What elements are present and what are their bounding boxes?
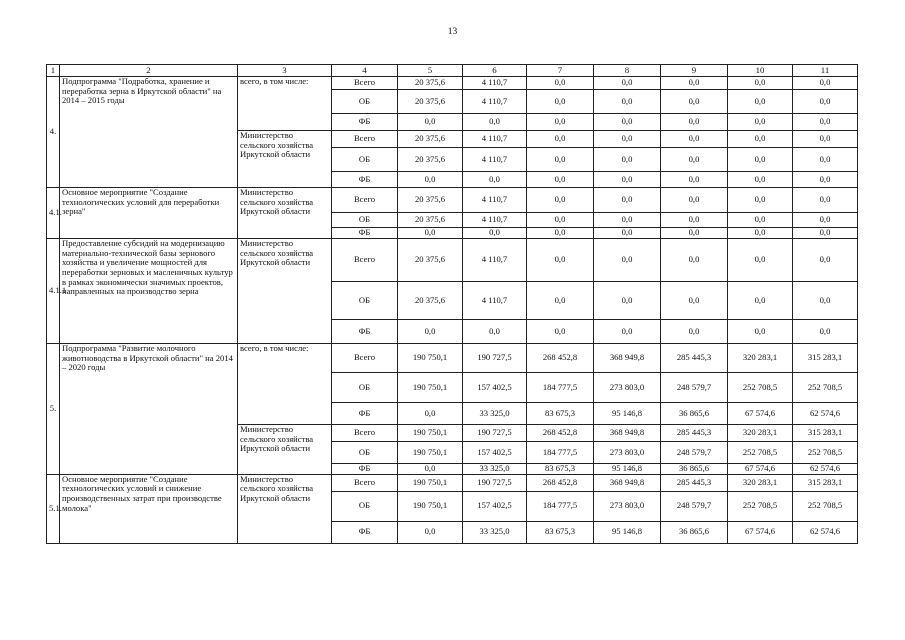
budget-type: Всего xyxy=(332,425,398,442)
header-row xyxy=(47,65,858,77)
amount-cell: 273 803,0 xyxy=(594,442,661,464)
amount-cell: 157 402,5 xyxy=(463,373,527,403)
amount-cell: 83 675,3 xyxy=(527,521,594,543)
amount-cell: 0,0 xyxy=(661,77,728,90)
amount-cell: 83 675,3 xyxy=(527,464,594,475)
amount-cell: 0,0 xyxy=(793,131,858,148)
amount-cell: 252 708,5 xyxy=(728,373,793,403)
amount-cell: 33 325,0 xyxy=(463,521,527,543)
amount-cell: 0,0 xyxy=(398,114,463,131)
amount-cell: 0,0 xyxy=(661,90,728,114)
amount-cell: 268 452,8 xyxy=(527,425,594,442)
amount-cell: 0,0 xyxy=(728,114,793,131)
budget-type: ОБ xyxy=(332,373,398,403)
amount-cell: 0,0 xyxy=(728,188,793,213)
amount-cell: 268 452,8 xyxy=(527,474,594,491)
amount-cell: 190 750,1 xyxy=(398,344,463,373)
amount-cell: 0,0 xyxy=(398,172,463,188)
amount-cell: 190 750,1 xyxy=(398,491,463,521)
row-name: Предоставление субсидий на модернизацию материально-технической базы зернового хозяйства и увеличение мощностей для переработки зерновых и масленичных культур в рамках экономически значимых проектов, направленных на производство зерна xyxy=(60,239,238,344)
amount-cell: 0,0 xyxy=(527,320,594,344)
amount-cell: 4 110,7 xyxy=(463,282,527,320)
amount-cell: 0,0 xyxy=(728,77,793,90)
amount-cell: 0,0 xyxy=(594,148,661,172)
budget-type: ОБ xyxy=(332,148,398,172)
amount-cell: 20 375,6 xyxy=(398,90,463,114)
amount-cell: 0,0 xyxy=(594,90,661,114)
amount-cell: 67 574,6 xyxy=(728,464,793,475)
table-row xyxy=(47,344,858,373)
amount-cell: 0,0 xyxy=(527,282,594,320)
amount-cell: 0,0 xyxy=(793,282,858,320)
budget-type: ФБ xyxy=(332,521,398,543)
amount-cell: 0,0 xyxy=(728,131,793,148)
amount-cell: 83 675,3 xyxy=(527,403,594,425)
column-number-10: 10 xyxy=(728,65,793,77)
amount-cell: 315 283,1 xyxy=(793,344,858,373)
column-number-2: 2 xyxy=(60,65,238,77)
amount-cell: 33 325,0 xyxy=(463,464,527,475)
amount-cell: 20 375,6 xyxy=(398,282,463,320)
amount-cell: 184 777,5 xyxy=(527,373,594,403)
amount-cell: 252 708,5 xyxy=(728,442,793,464)
amount-cell: 0,0 xyxy=(793,90,858,114)
budget-type: ОБ xyxy=(332,282,398,320)
amount-cell: 248 579,7 xyxy=(661,442,728,464)
table-row xyxy=(47,474,858,491)
budget-type: Всего xyxy=(332,474,398,491)
amount-cell: 4 110,7 xyxy=(463,131,527,148)
amount-cell: 0,0 xyxy=(728,320,793,344)
amount-cell: 190 750,1 xyxy=(398,425,463,442)
amount-cell: 0,0 xyxy=(661,239,728,282)
amount-cell: 0,0 xyxy=(398,228,463,239)
amount-cell: 190 727,5 xyxy=(463,425,527,442)
column-number-3: 3 xyxy=(238,65,332,77)
page-number: 13 xyxy=(447,27,458,37)
amount-cell: 0,0 xyxy=(594,228,661,239)
amount-cell: 252 708,5 xyxy=(728,491,793,521)
amount-cell: 0,0 xyxy=(793,213,858,228)
amount-cell: 0,0 xyxy=(594,172,661,188)
table-row xyxy=(47,188,858,213)
amount-cell: 368 949,8 xyxy=(594,474,661,491)
amount-cell: 190 750,1 xyxy=(398,373,463,403)
column-number-4: 4 xyxy=(332,65,398,77)
amount-cell: 320 283,1 xyxy=(728,474,793,491)
amount-cell: 0,0 xyxy=(793,320,858,344)
amount-cell: 285 445,3 xyxy=(661,344,728,373)
amount-cell: 95 146,8 xyxy=(594,464,661,475)
row-executor: всего, в том числе: xyxy=(238,77,332,131)
budget-type: Всего xyxy=(332,131,398,148)
budget-type: ОБ xyxy=(332,491,398,521)
amount-cell: 0,0 xyxy=(527,213,594,228)
amount-cell: 0,0 xyxy=(527,188,594,213)
row-code: 4.1. xyxy=(47,188,60,239)
budget-type: ФБ xyxy=(332,228,398,239)
budget-type: Всего xyxy=(332,188,398,213)
budget-type: ОБ xyxy=(332,442,398,464)
column-number-6: 6 xyxy=(463,65,527,77)
row-code: 4.1.1. xyxy=(47,239,60,344)
amount-cell: 0,0 xyxy=(728,239,793,282)
amount-cell: 0,0 xyxy=(661,228,728,239)
amount-cell: 0,0 xyxy=(793,148,858,172)
budget-type: ФБ xyxy=(332,403,398,425)
amount-cell: 0,0 xyxy=(527,239,594,282)
amount-cell: 0,0 xyxy=(793,114,858,131)
amount-cell: 62 574,6 xyxy=(793,464,858,475)
amount-cell: 4 110,7 xyxy=(463,77,527,90)
amount-cell: 0,0 xyxy=(728,228,793,239)
amount-cell: 190 727,5 xyxy=(463,344,527,373)
amount-cell: 315 283,1 xyxy=(793,425,858,442)
amount-cell: 36 865,6 xyxy=(661,521,728,543)
amount-cell: 62 574,6 xyxy=(793,403,858,425)
amount-cell: 315 283,1 xyxy=(793,474,858,491)
amount-cell: 320 283,1 xyxy=(728,425,793,442)
row-executor: Министерство сельского хозяйства Иркутской области xyxy=(238,188,332,239)
amount-cell: 95 146,8 xyxy=(594,521,661,543)
financing-table xyxy=(46,64,858,544)
amount-cell: 4 110,7 xyxy=(463,213,527,228)
column-number-8: 8 xyxy=(594,65,661,77)
amount-cell: 4 110,7 xyxy=(463,239,527,282)
amount-cell: 368 949,8 xyxy=(594,425,661,442)
amount-cell: 0,0 xyxy=(527,228,594,239)
amount-cell: 190 750,1 xyxy=(398,474,463,491)
amount-cell: 33 325,0 xyxy=(463,403,527,425)
budget-type: ОБ xyxy=(332,90,398,114)
amount-cell: 0,0 xyxy=(594,282,661,320)
amount-cell: 0,0 xyxy=(527,114,594,131)
row-executor: Министерство сельского хозяйства Иркутской области xyxy=(238,474,332,543)
row-executor: Министерство сельского хозяйства Иркутской области xyxy=(238,425,332,475)
column-number-7: 7 xyxy=(527,65,594,77)
amount-cell: 157 402,5 xyxy=(463,491,527,521)
amount-cell: 0,0 xyxy=(594,213,661,228)
amount-cell: 0,0 xyxy=(594,77,661,90)
row-name: Основное мероприятие "Создание технологических условий для переработки зерна" xyxy=(60,188,238,239)
amount-cell: 0,0 xyxy=(661,148,728,172)
amount-cell: 0,0 xyxy=(594,188,661,213)
amount-cell: 248 579,7 xyxy=(661,373,728,403)
amount-cell: 0,0 xyxy=(594,114,661,131)
amount-cell: 0,0 xyxy=(594,320,661,344)
amount-cell: 368 949,8 xyxy=(594,344,661,373)
amount-cell: 20 375,6 xyxy=(398,148,463,172)
amount-cell: 190 750,1 xyxy=(398,442,463,464)
amount-cell: 320 283,1 xyxy=(728,344,793,373)
amount-cell: 0,0 xyxy=(463,228,527,239)
amount-cell: 285 445,3 xyxy=(661,474,728,491)
amount-cell: 0,0 xyxy=(398,464,463,475)
amount-cell: 273 803,0 xyxy=(594,491,661,521)
amount-cell: 0,0 xyxy=(463,114,527,131)
amount-cell: 0,0 xyxy=(527,77,594,90)
row-name: Подпрограмма "Подработка, хранение и переработка зерна в Иркутской области" на 2014 – 2015 годы xyxy=(60,77,238,188)
amount-cell: 0,0 xyxy=(793,188,858,213)
amount-cell: 0,0 xyxy=(527,148,594,172)
amount-cell: 20 375,6 xyxy=(398,213,463,228)
amount-cell: 20 375,6 xyxy=(398,77,463,90)
amount-cell: 0,0 xyxy=(661,172,728,188)
row-name: Подпрограмма "Развитие молочного животноводства в Иркутской области" на 2014 – 2020 годы xyxy=(60,344,238,475)
amount-cell: 157 402,5 xyxy=(463,442,527,464)
amount-cell: 36 865,6 xyxy=(661,403,728,425)
column-number-9: 9 xyxy=(661,65,728,77)
amount-cell: 0,0 xyxy=(527,172,594,188)
amount-cell: 248 579,7 xyxy=(661,491,728,521)
row-executor: Министерство сельского хозяйства Иркутской области xyxy=(238,239,332,344)
amount-cell: 285 445,3 xyxy=(661,425,728,442)
amount-cell: 0,0 xyxy=(463,320,527,344)
budget-type: ОБ xyxy=(332,213,398,228)
amount-cell: 0,0 xyxy=(594,239,661,282)
amount-cell: 0,0 xyxy=(793,172,858,188)
amount-cell: 20 375,6 xyxy=(398,131,463,148)
amount-cell: 0,0 xyxy=(728,213,793,228)
amount-cell: 0,0 xyxy=(728,282,793,320)
row-executor: Министерство сельского хозяйства Иркутской области xyxy=(238,131,332,188)
table-row xyxy=(47,239,858,282)
column-number-1: 1 xyxy=(47,65,60,77)
amount-cell: 20 375,6 xyxy=(398,188,463,213)
amount-cell: 0,0 xyxy=(398,403,463,425)
budget-type: ФБ xyxy=(332,172,398,188)
amount-cell: 67 574,6 xyxy=(728,403,793,425)
amount-cell: 184 777,5 xyxy=(527,442,594,464)
amount-cell: 0,0 xyxy=(793,239,858,282)
amount-cell: 62 574,6 xyxy=(793,521,858,543)
amount-cell: 252 708,5 xyxy=(793,373,858,403)
column-number-5: 5 xyxy=(398,65,463,77)
row-executor: всего, в том числе: xyxy=(238,344,332,425)
budget-type: ФБ xyxy=(332,320,398,344)
column-number-11: 11 xyxy=(793,65,858,77)
amount-cell: 67 574,6 xyxy=(728,521,793,543)
amount-cell: 0,0 xyxy=(398,320,463,344)
amount-cell: 268 452,8 xyxy=(527,344,594,373)
amount-cell: 184 777,5 xyxy=(527,491,594,521)
amount-cell: 0,0 xyxy=(728,172,793,188)
amount-cell: 4 110,7 xyxy=(463,188,527,213)
amount-cell: 0,0 xyxy=(661,114,728,131)
amount-cell: 0,0 xyxy=(793,228,858,239)
amount-cell: 0,0 xyxy=(661,282,728,320)
amount-cell: 4 110,7 xyxy=(463,90,527,114)
budget-type: Всего xyxy=(332,77,398,90)
row-code: 5.1. xyxy=(47,474,60,543)
amount-cell: 95 146,8 xyxy=(594,403,661,425)
amount-cell: 20 375,6 xyxy=(398,239,463,282)
amount-cell: 273 803,0 xyxy=(594,373,661,403)
amount-cell: 0,0 xyxy=(661,320,728,344)
amount-cell: 0,0 xyxy=(463,172,527,188)
budget-type: ФБ xyxy=(332,464,398,475)
amount-cell: 190 727,5 xyxy=(463,474,527,491)
table-row xyxy=(47,77,858,90)
amount-cell: 0,0 xyxy=(594,131,661,148)
amount-cell: 0,0 xyxy=(527,90,594,114)
amount-cell: 0,0 xyxy=(661,188,728,213)
amount-cell: 252 708,5 xyxy=(793,491,858,521)
amount-cell: 0,0 xyxy=(527,131,594,148)
budget-type: Всего xyxy=(332,239,398,282)
row-code: 5. xyxy=(47,344,60,475)
budget-type: ФБ xyxy=(332,114,398,131)
amount-cell: 0,0 xyxy=(661,131,728,148)
table-body xyxy=(47,65,858,544)
amount-cell: 0,0 xyxy=(728,90,793,114)
amount-cell: 0,0 xyxy=(793,77,858,90)
amount-cell: 0,0 xyxy=(728,148,793,172)
amount-cell: 36 865,6 xyxy=(661,464,728,475)
amount-cell: 4 110,7 xyxy=(463,148,527,172)
row-name: Основное мероприятие "Создание технологических условий и снижение производственных затрат при производстве молока" xyxy=(60,474,238,543)
budget-type: Всего xyxy=(332,344,398,373)
amount-cell: 0,0 xyxy=(661,213,728,228)
amount-cell: 252 708,5 xyxy=(793,442,858,464)
amount-cell: 0,0 xyxy=(398,521,463,543)
row-code: 4. xyxy=(47,77,60,188)
